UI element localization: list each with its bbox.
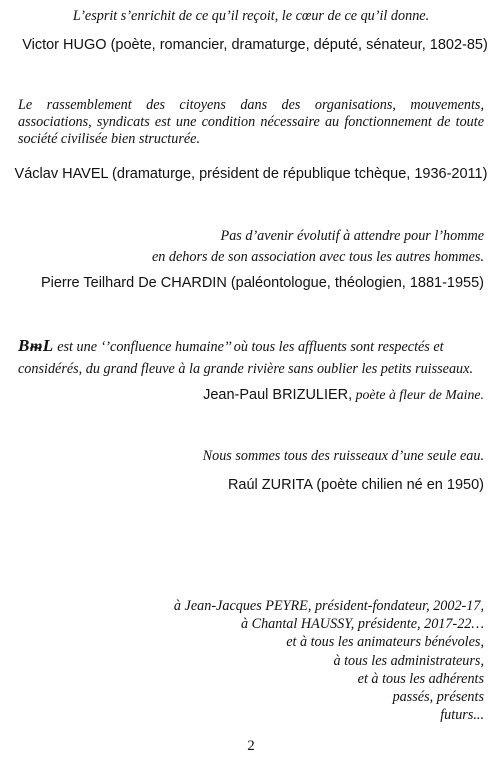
dedication-block bbox=[0, 597, 484, 724]
quote-chardin-line: en dehors de son association avec tous les autres hommes. bbox=[151, 249, 484, 265]
quote-bml-line bbox=[18, 335, 484, 358]
dedication-line: à Jean-Jacques PEYRE, président-fondateur, 2002-17, bbox=[173, 598, 484, 614]
quote-hugo-text: L’esprit s’enrichit de ce qu’il reçoit, le cœur de ce qu’il donne. bbox=[72, 8, 430, 24]
quote-havel-author: Václav HAVEL (dramaturge, président de république tchèque, 1936-2011) bbox=[14, 166, 488, 182]
dedication-line: à Chantal HAUSSY, présidente, 2017-22… bbox=[240, 616, 484, 633]
quote-bml-author-desc: poète à fleur de Maine. bbox=[352, 387, 484, 402]
dedication-line: et à tous les animateurs bénévoles, bbox=[286, 634, 484, 651]
quote-havel-line: Le rassemblement des citoyens dans des organisations, mouvements, bbox=[18, 97, 484, 113]
quote-bml-author bbox=[0, 387, 484, 403]
quote-zurita-text: Nous sommes tous des ruisseaux d’une seule eau. bbox=[202, 448, 484, 464]
quote-zurita-author: Raúl ZURITA (poète chilien né en 1950) bbox=[227, 477, 484, 493]
quote-havel-line: société civilisée bien structurée. bbox=[18, 131, 201, 147]
page-number: 2 bbox=[247, 738, 255, 754]
dedication-line: futurs... bbox=[440, 707, 484, 724]
quote-bml-text bbox=[18, 335, 484, 380]
quote-bml-author-name: Jean-Paul BRIZULIER, bbox=[203, 387, 353, 403]
quote-havel-line: associations, syndicats est une condition nécessaire au fonctionnement de toute bbox=[18, 114, 484, 130]
quote-bml-line2: considérés, du grand fleuve à la grande rivière sans oublier les petits ruisseaux. bbox=[18, 361, 473, 377]
quote-chardin-line: Pas d’avenir évolutif à attendre pour l’homme bbox=[220, 228, 484, 244]
dedication-line: et à tous les adhérents bbox=[357, 670, 484, 687]
dedication-line: à tous les administrateurs, bbox=[333, 652, 484, 669]
quote-bml-line1-rest: est une ‘’confluence humaine’’ où tous les affluents sont respectés et bbox=[53, 339, 444, 355]
dedication-line: passés, présents bbox=[392, 689, 484, 706]
bml-logo: BᵯL bbox=[18, 336, 54, 355]
quote-hugo-author: Victor HUGO (poète, romancier, dramaturge, député, sénateur, 1802-85) bbox=[22, 37, 488, 53]
quote-chardin-author: Pierre Teilhard De CHARDIN (paléontologue, théologien, 1881-1955) bbox=[40, 275, 484, 291]
quote-havel-text bbox=[18, 97, 484, 148]
quote-chardin-text bbox=[0, 226, 484, 268]
